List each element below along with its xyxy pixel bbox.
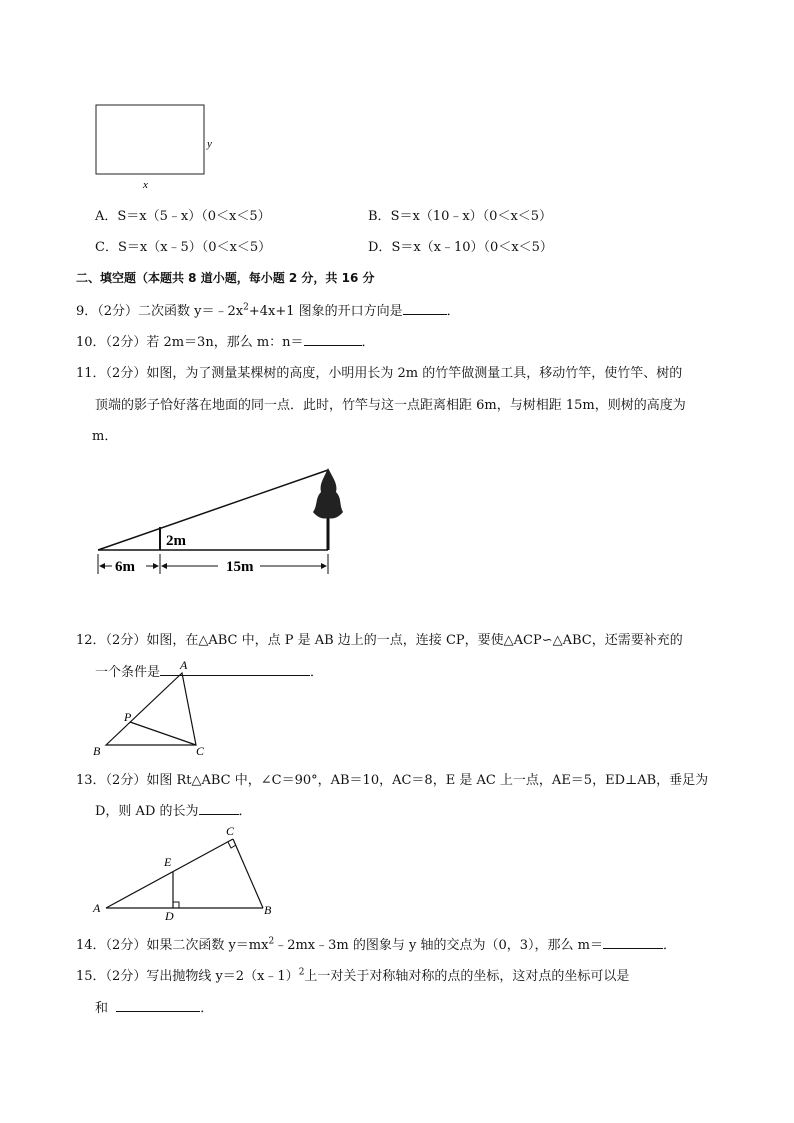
q9-superscript: 2 bbox=[243, 302, 249, 313]
q12-label-p: P bbox=[124, 710, 132, 724]
q15-end: ． bbox=[200, 1001, 214, 1016]
question-11-line-2: 顶端的影子恰好落在地面的同一点．此时，竹竿与这一点距离相距 6m，与树相距 15m，则树的高度为 bbox=[95, 398, 686, 413]
option-c-text: S＝x（x﹣5）（0＜x＜5） bbox=[117, 240, 272, 255]
q13-label-a: A bbox=[93, 901, 101, 915]
q15-answer-blank[interactable] bbox=[116, 999, 200, 1012]
right-triangle-figure bbox=[88, 822, 288, 922]
question-13-line-1 bbox=[76, 769, 708, 788]
q9-text-a: 二次函数 y＝﹣2x bbox=[138, 304, 244, 319]
q9-text-b: +4x+1 图象的开口方向是 bbox=[248, 304, 403, 319]
section-2-title: 二、填空题（本题共 8 道小题，每小题 2 分，共 16 分 bbox=[76, 271, 375, 285]
question-11-line-3: m． bbox=[92, 429, 118, 444]
q14-text-a: 如果二次函数 y＝mx bbox=[146, 938, 269, 953]
q13-label-e: E bbox=[164, 855, 172, 869]
option-a-letter: A． bbox=[95, 209, 118, 224]
question-10 bbox=[76, 331, 375, 350]
q13-line-2: D，则 AD 的长为 bbox=[95, 804, 199, 819]
q13-answer-blank[interactable] bbox=[199, 802, 239, 815]
option-d-letter: D． bbox=[368, 240, 392, 255]
q14-answer-blank[interactable] bbox=[603, 936, 663, 949]
q13-number: 13．（2分） bbox=[76, 773, 147, 788]
question-15-line-2 bbox=[95, 997, 213, 1016]
q10-text: 若 2m＝3n，那么 m：n＝ bbox=[146, 335, 304, 350]
q9-end: ． bbox=[446, 304, 460, 319]
q15-superscript: 2 bbox=[298, 967, 305, 978]
option-b-letter: B． bbox=[368, 209, 391, 224]
q14-superscript: 2 bbox=[268, 936, 275, 947]
question-14 bbox=[76, 934, 676, 953]
q10-end: ． bbox=[361, 335, 375, 350]
q14-text-b: ﹣2mx﹣3m 的图象与 y 轴的交点为（0，3），那么 m＝ bbox=[274, 938, 603, 953]
q10-number: 10．（2分） bbox=[76, 335, 147, 350]
rect-label-x: x bbox=[143, 179, 148, 191]
tree-pole-figure bbox=[88, 462, 363, 587]
q9-number: 9．（2分） bbox=[76, 304, 139, 319]
q12-label-c: C bbox=[196, 744, 205, 758]
pole-tree-distance-label: 15m bbox=[226, 559, 254, 575]
option-c-letter: C． bbox=[95, 240, 118, 255]
q13-label-b: B bbox=[264, 903, 272, 917]
shadow-distance-label: 6m bbox=[115, 559, 135, 575]
q12-label-a: A bbox=[180, 658, 188, 672]
question-12-line-1 bbox=[76, 629, 683, 648]
rect-label-y: y bbox=[207, 138, 212, 150]
question-9 bbox=[76, 300, 460, 319]
q9-answer-blank[interactable] bbox=[403, 302, 447, 315]
option-a-text: S＝x（5﹣x）（0＜x＜5） bbox=[117, 209, 271, 224]
q15-text-b: 上一对关于对称轴对称的点的坐标，这对点的坐标可以是 bbox=[304, 969, 630, 984]
q12-end: ． bbox=[310, 665, 324, 680]
option-c[interactable] bbox=[95, 236, 271, 255]
option-b[interactable] bbox=[368, 205, 552, 224]
q13-line-1: 如图 Rt△ABC 中，∠C＝90°，AB＝10，AC＝8，E 是 AC 上一点，AE＝5，ED⊥AB，垂足为 bbox=[146, 773, 709, 788]
q12-line-1: 如图，在△ABC 中，点 P 是 AB 边上的一点，连接 CP，要使△ACP∽△ABC，还需要补充的 bbox=[146, 633, 683, 648]
q14-end: ． bbox=[662, 938, 676, 953]
question-13-line-2 bbox=[95, 800, 252, 819]
q12-line-2: 一个条件是 bbox=[95, 665, 161, 680]
q13-end: ． bbox=[238, 804, 252, 819]
pole-height-label: 2m bbox=[166, 533, 186, 549]
option-d[interactable] bbox=[368, 236, 553, 255]
q14-number: 14．（2分） bbox=[76, 938, 147, 953]
q10-answer-blank[interactable] bbox=[304, 333, 362, 346]
option-a[interactable] bbox=[95, 205, 271, 224]
question-15-line-1 bbox=[76, 965, 629, 984]
q13-label-d: D bbox=[165, 909, 174, 922]
q12-label-b: B bbox=[93, 744, 101, 758]
option-b-text: S＝x（10﹣x）（0＜x＜5） bbox=[390, 209, 553, 224]
q12-number: 12．（2分） bbox=[76, 633, 147, 648]
tree-icon bbox=[313, 468, 343, 519]
q11-number: 11．（2分） bbox=[76, 366, 147, 381]
q13-label-c: C bbox=[226, 824, 235, 838]
q11-line-1: 如图，为了测量某棵树的高度，小明用长为 2m 的竹竿做测量工具，移动竹竿，使竹竿、树的 bbox=[146, 366, 683, 381]
q15-text-a: 写出抛物线 y＝2（x﹣1） bbox=[146, 969, 299, 984]
q15-number: 15．（2分） bbox=[76, 969, 147, 984]
question-11-line-1 bbox=[76, 362, 682, 381]
option-d-text: S＝x（x﹣10）（0＜x＜5） bbox=[391, 240, 553, 255]
q15-line-2: 和 bbox=[95, 1001, 109, 1016]
triangle-abc-p-figure bbox=[88, 655, 218, 760]
rectangle-figure bbox=[88, 100, 228, 195]
